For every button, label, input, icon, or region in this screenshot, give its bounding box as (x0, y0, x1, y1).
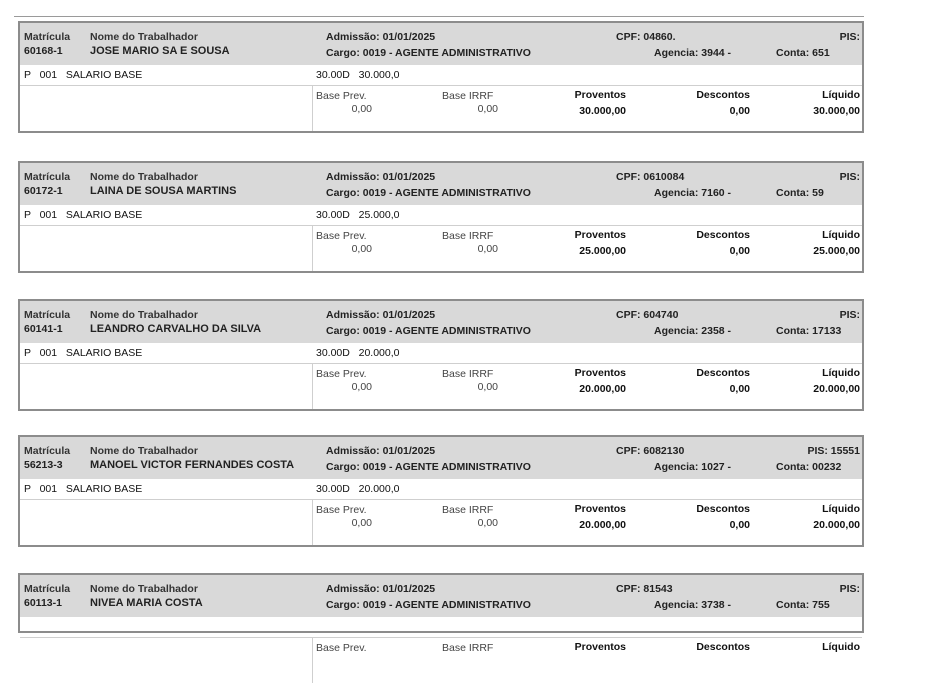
descontos-label: Descontos (696, 89, 750, 101)
base-prev-value: 0,00 (351, 243, 372, 255)
row-divider (20, 637, 862, 638)
descontos-value: 0,00 (729, 519, 750, 531)
column-divider (312, 86, 313, 131)
cpf: CPF: 04860. (616, 31, 676, 43)
nome-label: Nome do Trabalhador (90, 309, 198, 321)
liquido-value: 30.000,00 (813, 105, 860, 117)
admissao: Admissão: 01/01/2025 (326, 309, 436, 321)
matricula-label: Matrícula (24, 583, 71, 595)
agencia: Agencia: 1027 - (654, 461, 732, 473)
base-irrf-label: Base IRRF (442, 90, 494, 102)
base-irrf-value: 0,00 (477, 243, 498, 255)
descontos-value: 0,00 (729, 245, 750, 257)
earning-ref-value: 30.00D 20.000,0 (316, 347, 400, 359)
liquido-value: 25.000,00 (813, 245, 860, 257)
column-divider (312, 364, 313, 409)
proventos-value: 20.000,00 (579, 519, 626, 531)
conta: Conta: 17133 (776, 325, 842, 337)
descontos-value: 0,00 (729, 383, 750, 395)
liquido-label: Líquido (822, 367, 860, 379)
base-irrf-label: Base IRRF (442, 504, 494, 516)
worker-name: LEANDRO CARVALHO DA SILVA (90, 323, 262, 335)
admissao: Admissão: 01/01/2025 (326, 171, 436, 183)
base-irrf-label: Base IRRF (442, 368, 494, 380)
proventos-label: Proventos (574, 367, 626, 379)
descontos-label: Descontos (696, 641, 750, 653)
proventos-label: Proventos (574, 503, 626, 515)
pis: PIS: 15551 (807, 445, 860, 457)
agencia: Agencia: 7160 - (654, 187, 732, 199)
earning-item: P 001 SALARIO BASE (24, 483, 143, 495)
row-divider (20, 225, 862, 226)
matricula-label: Matrícula (24, 31, 71, 43)
descontos-label: Descontos (696, 503, 750, 515)
descontos-label: Descontos (696, 229, 750, 241)
row-divider (20, 85, 862, 86)
base-prev-value: 0,00 (351, 103, 372, 115)
admissao: Admissão: 01/01/2025 (326, 31, 436, 43)
earning-ref-value: 30.00D 20.000,0 (316, 483, 400, 495)
earning-item: P 001 SALARIO BASE (24, 69, 143, 81)
row-divider (20, 363, 862, 364)
nome-label: Nome do Trabalhador (90, 583, 198, 595)
worker-name: MANOEL VICTOR FERNANDES COSTA (90, 459, 295, 471)
base-irrf-value: 0,00 (477, 517, 498, 529)
base-prev-value: 0,00 (351, 517, 372, 529)
earning-ref-value: 30.00D 30.000,0 (316, 69, 400, 81)
payroll-record-card (18, 21, 864, 133)
base-irrf-label: Base IRRF (442, 642, 494, 654)
admissao: Admissão: 01/01/2025 (326, 445, 436, 457)
matricula-value: 60168-1 (24, 45, 63, 57)
matricula-value: 56213-3 (24, 459, 63, 471)
descontos-label: Descontos (696, 367, 750, 379)
cpf: CPF: 6082130 (616, 445, 685, 457)
conta: Conta: 59 (776, 187, 824, 199)
base-prev-label: Base Prev. (316, 230, 367, 242)
cargo: Cargo: 0019 - AGENTE ADMINISTRATIVO (326, 47, 531, 59)
agencia: Agencia: 3944 - (654, 47, 732, 59)
proventos-label: Proventos (574, 641, 626, 653)
admissao: Admissão: 01/01/2025 (326, 583, 436, 595)
liquido-value: 20.000,00 (813, 383, 860, 395)
pis: PIS: (839, 583, 860, 595)
base-prev-value: 0,00 (351, 381, 372, 393)
proventos-value: 30.000,00 (579, 105, 626, 117)
liquido-label: Líquido (822, 229, 860, 241)
liquido-value: 20.000,00 (813, 519, 860, 531)
base-prev-label: Base Prev. (316, 642, 367, 654)
pis: PIS: (839, 31, 860, 43)
liquido-label: Líquido (822, 503, 860, 515)
payroll-record-card (18, 435, 864, 547)
conta: Conta: 00232 (776, 461, 842, 473)
cpf: CPF: 81543 (616, 583, 673, 595)
earning-item: P 001 SALARIO BASE (24, 347, 143, 359)
earning-ref-value: 30.00D 25.000,0 (316, 209, 400, 221)
nome-label: Nome do Trabalhador (90, 445, 198, 457)
worker-name: LAINA DE SOUSA MARTINS (90, 185, 237, 197)
base-prev-label: Base Prev. (316, 90, 367, 102)
cpf: CPF: 604740 (616, 309, 679, 321)
payroll-record-card (18, 573, 864, 654)
worker-name: NIVEA MARIA COSTA (90, 597, 203, 609)
conta: Conta: 651 (776, 47, 830, 59)
cargo: Cargo: 0019 - AGENTE ADMINISTRATIVO (326, 187, 531, 199)
column-divider (312, 226, 313, 271)
top-divider (14, 16, 864, 17)
base-irrf-value: 0,00 (477, 103, 498, 115)
matricula-value: 60172-1 (24, 185, 63, 197)
matricula-label: Matrícula (24, 309, 71, 321)
proventos-label: Proventos (574, 229, 626, 241)
matricula-value: 60113-1 (24, 597, 62, 609)
matricula-label: Matrícula (24, 171, 71, 183)
worker-name: JOSE MARIO SA E SOUSA (90, 45, 230, 57)
cpf: CPF: 0610084 (616, 171, 685, 183)
liquido-label: Líquido (822, 89, 860, 101)
base-irrf-label: Base IRRF (442, 230, 494, 242)
base-irrf-value: 0,00 (477, 381, 498, 393)
agencia: Agencia: 2358 - (654, 325, 732, 337)
base-prev-label: Base Prev. (316, 368, 367, 380)
nome-label: Nome do Trabalhador (90, 171, 198, 183)
pis: PIS: (839, 309, 860, 321)
cargo: Cargo: 0019 - AGENTE ADMINISTRATIVO (326, 325, 531, 337)
matricula-value: 60141-1 (24, 323, 63, 335)
matricula-label: Matrícula (24, 445, 71, 457)
payroll-record-card (18, 161, 864, 273)
agencia: Agencia: 3738 - (654, 599, 732, 611)
proventos-label: Proventos (574, 89, 626, 101)
liquido-label: Líquido (822, 641, 860, 653)
base-prev-label: Base Prev. (316, 504, 367, 516)
column-divider (312, 638, 313, 683)
nome-label: Nome do Trabalhador (90, 31, 198, 43)
row-divider (20, 499, 862, 500)
earning-item: P 001 SALARIO BASE (24, 209, 143, 221)
conta: Conta: 755 (776, 599, 830, 611)
cargo: Cargo: 0019 - AGENTE ADMINISTRATIVO (326, 599, 531, 611)
pis: PIS: (839, 171, 860, 183)
cargo: Cargo: 0019 - AGENTE ADMINISTRATIVO (326, 461, 531, 473)
descontos-value: 0,00 (729, 105, 750, 117)
proventos-value: 20.000,00 (579, 383, 626, 395)
payroll-record-card (18, 299, 864, 411)
column-divider (312, 500, 313, 545)
proventos-value: 25.000,00 (579, 245, 626, 257)
